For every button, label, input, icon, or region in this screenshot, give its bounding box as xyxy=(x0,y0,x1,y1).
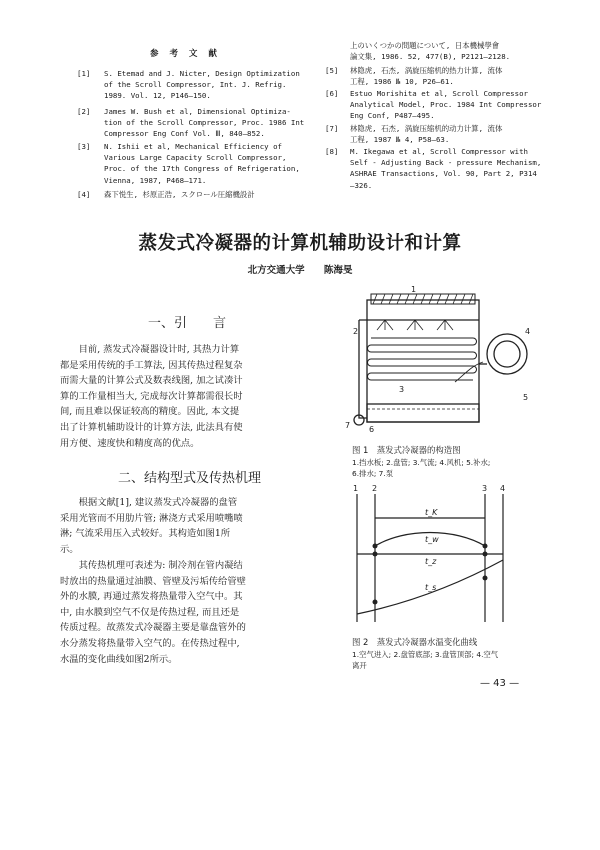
byline xyxy=(0,262,600,276)
condenser-structure-diagram xyxy=(345,282,545,432)
curve-label-ts: t_s xyxy=(425,583,437,592)
water-temperature-curve-diagram xyxy=(345,482,525,632)
figure1-label: 5 xyxy=(523,393,529,402)
paragraph: 根据文献[1], 建议蒸发式冷凝器的盘管 采用光管而不用肋片管; 淋浇方式采用喷嘴喷 淋; 气流采用压入式较好。其构造如图1所 示。 xyxy=(60,497,243,555)
figure2-marker: 2 xyxy=(372,484,378,493)
curve-label-tk: t_K xyxy=(425,508,438,517)
page-number: — 43 — xyxy=(480,678,520,689)
references-heading: 参 考 文 献 xyxy=(150,49,221,59)
figure2-legend: 1.空气进入; 2.盘管底部; 3.盘管顶部; 4.空气 离开 xyxy=(352,650,499,670)
article-title: 蒸发式冷凝器的计算机辅助设计和计算 xyxy=(138,233,462,254)
figure1-legend: 1.挡水板; 2.盘管; 3.气流; 4.风机; 5.补水; 6.排水; 7.泵 xyxy=(352,458,491,478)
figure2-caption: 图 2 蒸发式冷凝器水温变化曲线 xyxy=(352,637,478,647)
figure1-label: 7 xyxy=(345,421,351,430)
figure1-caption: 图 1 蒸发式冷凝器的构造图 xyxy=(352,445,461,455)
section-heading: 二、结构型式及传热机理 xyxy=(118,471,262,486)
figure1-label: 2 xyxy=(353,327,359,336)
section-heading: 一、引 言 xyxy=(148,316,227,331)
paragraph: 目前, 蒸发式冷凝器设计时, 其热力计算 都是采用传统的手工算法, 因其传热过程复杂 而需大量的计算公式及数表线图, 加之试凑计 算的工作量相当大, 完成每次计算都需很长时 间, 而且难以保证较高的精度。因此, 本文提 出了计算机辅助设计的计算方法, 此法具有使 用方便、速度快和精度高的优点。 xyxy=(60,344,243,449)
figure1-label: 1 xyxy=(411,285,417,294)
figure1-label: 4 xyxy=(525,327,531,336)
paragraph: 其传热机理可表述为: 制冷剂在管内凝结 时放出的热量通过油膜、管壁及污垢传给管壁 外的水膜, 再通过蒸发将热量带入空气中。其 中, 由水膜到空气不仅是传热过程, 而且还是 传质过程。故蒸发式冷凝器主要是靠盘管外的 水分蒸发将热量带入空气的。在传热过程中, 水温的变化曲线如图2所示。 xyxy=(60,560,246,665)
curve-label-tw: t_w xyxy=(425,535,439,544)
figure2-marker: 4 xyxy=(500,484,506,493)
figure2-marker: 1 xyxy=(353,484,359,493)
author-name: 陈海旻 xyxy=(323,265,353,276)
figure2-marker: 3 xyxy=(482,484,488,493)
figure1-label: 6 xyxy=(369,425,375,432)
curve-label-tz: t_z xyxy=(425,557,437,566)
figure1-label: 3 xyxy=(399,385,405,394)
affiliation: 北方交通大学 xyxy=(247,265,305,276)
